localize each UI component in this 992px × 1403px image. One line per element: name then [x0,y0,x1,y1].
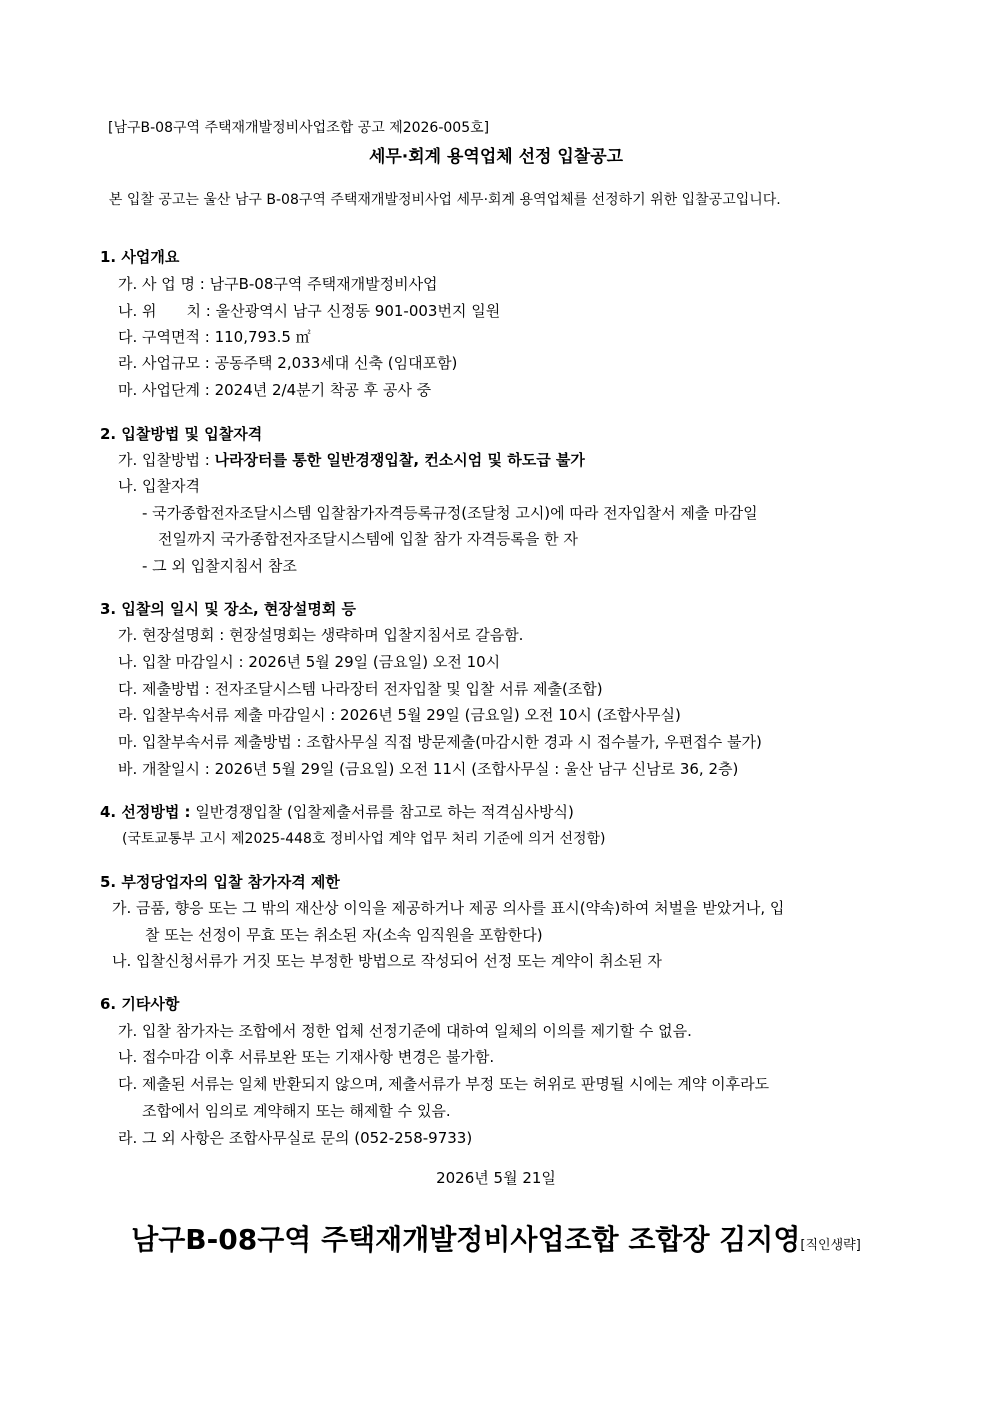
bid-method-label: 가. 입찰방법 : [118,451,215,469]
seal-note: [직인생략] [800,1238,861,1253]
section-1-item: 가. 사 업 명 : 남구B-08구역 주택재개발정비사업 [118,275,438,293]
section-5-item: 가. 금품, 향응 또는 그 밖의 재산상 이익을 제공하거나 제공 의사를 표시(약속)하여 처벌을 받았거나, 입 [112,899,785,917]
section-4-line [100,801,574,822]
bid-qualification-text: 전일까지 국가종합전자조달시스템에 입찰 참가 자격등록을 한 자 [158,530,578,548]
section-3-item: 라. 입찰부속서류 제출 마감일시 : 2026년 5월 29일 (금요일) 오전 10시 (조합사무실) [118,706,681,724]
section-1-item: 나. 위 치 : 울산광역시 남구 신정동 901-003번지 일원 [118,302,501,320]
section-1-item: 마. 사업단계 : 2024년 2/4분기 착공 후 공사 중 [118,381,432,399]
section-6-item: 라. 그 외 사항은 조합사무실로 문의 (052-258-9733) [118,1129,473,1147]
bid-qualification-label: 나. 입찰자격 [118,477,200,495]
section-3-item: 마. 입찰부속서류 제출방법 : 조합사무실 직접 방문제출(마감시한 경과 시 접수불가, 우편접수 불가) [118,733,762,751]
notice-date: 2026년 5월 21일 [436,1169,556,1187]
intro-text: 본 입찰 공고는 울산 남구 B-08구역 주택재개발정비사업 세무·회계 용역업체를 선정하기 위한 입찰공고입니다. [108,192,781,208]
section-1-heading: 1. 사업개요 [100,248,180,266]
page-title: 세무·회계 용역업체 선정 입찰공고 [368,147,624,167]
section-3-item: 가. 현장설명회 : 현장설명회는 생략하며 입찰지침서로 갈음함. [118,626,524,644]
bid-method-line [118,449,585,470]
section-3-item: 다. 제출방법 : 전자조달시스템 나라장터 전자입찰 및 입찰 서류 제출(조합) [118,680,603,698]
section-4-value: 일반경쟁입찰 (입찰제출서류를 참고로 하는 적격심사방식) [190,803,574,821]
section-1-item: 다. 구역면적 : 110,793.5 ㎡ [118,328,311,346]
section-1-item: 라. 사업규모 : 공동주택 2,033세대 신축 (임대포함) [118,354,458,372]
section-4-note: (국토교통부 고시 제2025-448호 정비사업 계약 업무 처리 기준에 의거 선정함) [122,831,606,847]
section-2-heading: 2. 입찰방법 및 입찰자격 [100,425,263,443]
section-5-item: 나. 입찰신청서류가 거짓 또는 부정한 방법으로 작성되어 선정 또는 계약이 취소된 자 [112,952,662,970]
section-6-item: 가. 입찰 참가자는 조합에서 정한 업체 선정기준에 대하여 일체의 이의를 제기할 수 없음. [118,1022,692,1040]
bid-method-value: 나라장터를 통한 일반경쟁입찰, 컨소시엄 및 하도급 불가 [214,451,585,469]
section-5-item: 찰 또는 선정이 무효 또는 취소된 자(소속 임직원을 포함한다) [145,926,543,944]
section-3-heading: 3. 입찰의 일시 및 장소, 현장설명회 등 [100,600,357,618]
bid-qualification-text: - 국가종합전자조달시스템 입찰참가자격등록규정(조달청 고시)에 따라 전자입찰서 제출 마감일 [142,504,758,522]
section-4-heading: 4. 선정방법 : [100,803,191,821]
section-6-item: 나. 접수마감 이후 서류보완 또는 기재사항 변경은 불가함. [118,1048,495,1066]
bid-qualification-text: - 그 외 입찰지침서 참조 [142,557,297,575]
section-6-item: 다. 제출된 서류는 일체 반환되지 않으며, 제출서류가 부정 또는 허위로 판명될 시에는 계약 이후라도 [118,1075,770,1093]
section-6-heading: 6. 기타사항 [100,995,180,1013]
section-5-heading: 5. 부정당업자의 입찰 참가자격 제한 [100,873,340,891]
signature-name: 남구B-08구역 주택재개발정비사업조합 조합장 김지영 [131,1223,801,1256]
intro-paragraph [100,190,892,210]
signature-line [0,1218,992,1258]
section-6-item: 조합에서 임의로 계약해지 또는 해제할 수 있음. [142,1102,451,1120]
notice-number: [남구B-08구역 주택재개발정비사업조합 공고 제2026-005호] [108,120,490,136]
section-3-item: 나. 입찰 마감일시 : 2026년 5월 29일 (금요일) 오전 10시 [118,653,501,671]
section-3-item: 바. 개찰일시 : 2026년 5월 29일 (금요일) 오전 11시 (조합사무실 : 울산 남구 신남로 36, 2층) [118,760,739,778]
